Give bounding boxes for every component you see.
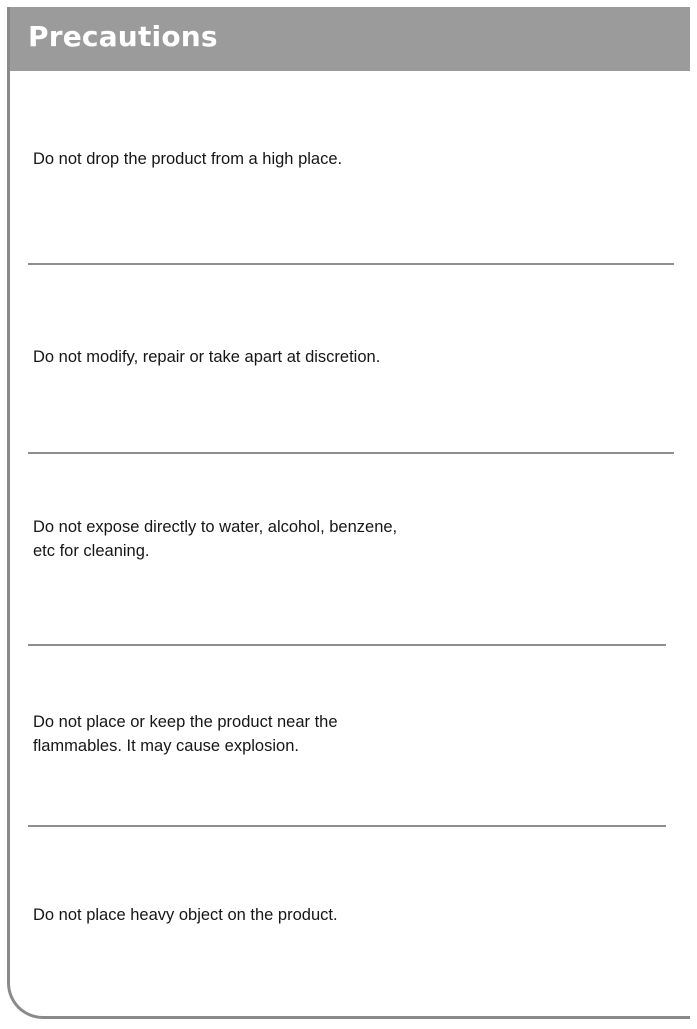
divider-1 <box>28 263 674 265</box>
precaution-item-1: Do not drop the product from a high place. <box>33 150 343 168</box>
divider-2 <box>28 452 674 454</box>
page-title: Precautions <box>28 20 218 53</box>
panel-header <box>10 7 690 71</box>
divider-4 <box>28 825 666 827</box>
precautions-panel <box>7 7 690 1019</box>
divider-3 <box>28 644 666 646</box>
precaution-item-4: Do not place or keep the product near the flammables. It may cause explosion. <box>33 713 338 755</box>
precaution-item-3: Do not expose directly to water, alcohol, benzene, etc for cleaning. <box>33 518 398 560</box>
precaution-item-2: Do not modify, repair or take apart at discretion. <box>33 348 381 366</box>
precaution-item-5: Do not place heavy object on the product. <box>33 906 338 924</box>
